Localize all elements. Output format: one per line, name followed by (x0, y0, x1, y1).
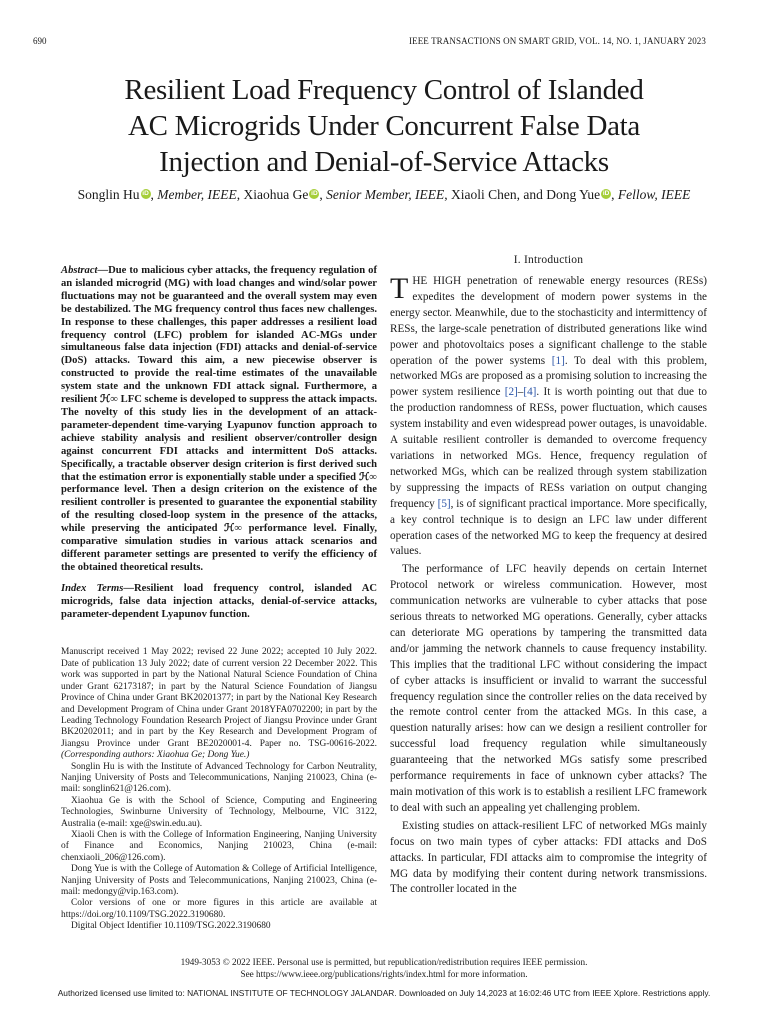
intro-paragraph: Existing studies on attack-resilient LFC of networked MGs mainly focus on two main types of cyber attacks: FDI attacks and DoS attacks. In particular, FDI attacks aim to compromise the integrity of MG data by modifying their content during network transmissions. The controller located in the (390, 819, 707, 896)
index-terms-label: Index Terms (61, 582, 124, 594)
orcid-icon[interactable]: iD (602, 190, 610, 197)
index-terms (61, 583, 377, 622)
footnote-affiliation: Xiaohua Ge is with the School of Science, Computing and Engineering Technologies, Swinburne University of Technology, Melbourne, VIC 3122, Australia (e-mail: xge@swin.edu.au). (61, 795, 377, 829)
footnotes (61, 647, 377, 932)
author-name: Dong Yue (546, 187, 601, 202)
title-line: Resilient Load Frequency Control of Islanded (124, 74, 644, 106)
intro-paragraph (390, 274, 707, 560)
author-affiliation: Fellow, IEEE (617, 187, 691, 202)
abstract (61, 265, 377, 575)
drop-cap: T (390, 272, 409, 305)
copyright-line: 1949-3053 © 2022 IEEE. Personal use is permitted, but republication/redistribution requires IEEE permission. (180, 957, 588, 967)
footnote-color-versions: Color versions of one or more figures in this article are available at https://doi.org/10.1109/TSG.2022.3190680. (61, 898, 377, 920)
section-heading: I. Introduction (513, 254, 584, 266)
abstract-label: Abstract (61, 265, 98, 276)
author-list: Songlin Hu iD , Member, IEEE, Xiaohua Ge iD , Senior Member, IEEE, Xiaoli Chen, and Dong Yue iD , Fellow, IEEE (77, 187, 691, 202)
author-separator: , and (516, 187, 547, 202)
citation-link[interactable]: [4] (523, 386, 537, 399)
abstract-text: —Due to malicious cyber attacks, the frequency regulation of an islanded microgrid (MG) with load changes and wind/solar power fluctuations may not be guaranteed and the overall system may even be destabilized. The MG frequency control thus faces new challenges. In response to these challenges, this paper addresses a resilient load frequency control (LFC) problem for islanded AC-MGs under simultaneous false data injection (FDI) attacks and denial-of-service (DoS) attacks. Toward this aim, a new piecewise observer is constructed to provide the real-time estimates of the unavailable system state and the unknown FDI attack signal. Furthermore, a resilient ℋ∞ LFC scheme is developed to suppress the attack impacts. The novelty of this study lies in the development of an attack-parameter-dependent time-varying Lyapunov function approach to achieve stability analysis and resilient observer/controller design against concurrent FDI attacks and intermittent DoS attacks. Specifically, a tractable observer design criterion is first derived such that the estimation error is exponentially stable under a specified ℋ∞ performance level. Then a design criterion on the existence of the resilient controller is presented to guarantee the exponential stability of the resulting closed-loop system in the presence of the attacks, while preserving the anticipated ℋ∞ performance level. Finally, comparative simulation studies in various attack scenarios and different parameter settings are presented to verify the efficiency of the obtained theoretical results. (61, 265, 377, 573)
paragraph-text: , is of significant practical importance. More specifically, a key control technique is to design an LFC law under different operation cases of the networked MG to keep the frequency at desired values. (390, 497, 707, 558)
page-number: 690 (33, 36, 47, 46)
left-column (61, 265, 377, 933)
footnote-affiliation: Songlin Hu is with the Institute of Advanced Technology for Carbon Neutrality, Nanjing University of Posts and Telecommunications, Nanjing 210023, China (e-mail: songlin621@126.com). (61, 761, 377, 795)
corresponding-authors: (Corresponding authors: Xiaohua Ge; Dong Yue.) (61, 750, 250, 761)
paper-title (40, 72, 728, 180)
footnote-affiliation: Xiaoli Chen is with the College of Information Engineering, Nanjing University of Finance and Economics, Nanjing 210023, China (e-mail: chenxiaoli_206@126.com). (61, 829, 377, 863)
title-line: Injection and Denial-of-Service Attacks (159, 146, 609, 178)
orcid-icon[interactable]: iD (142, 190, 149, 197)
author-name: Songlin Hu (77, 187, 140, 202)
citation-link[interactable]: [1] (551, 354, 565, 367)
title-line: AC Microgrids Under Concurrent False Data (128, 110, 640, 142)
author-name: Xiaoli Chen (450, 187, 517, 202)
author-affiliation: Senior Member, IEEE (326, 187, 445, 202)
citation-link[interactable]: [5] (437, 497, 451, 510)
footnote-received (61, 647, 377, 761)
footnote-affiliation: Dong Yue is with the College of Automation & College of Artificial Intelligence, Nanjing University of Posts and Telecommunications, Nanjing 210023, China (e-mail: medongy@vip.163.com). (61, 864, 377, 897)
paragraph-text: . It is worth pointing out that due to the production randomness of RESs, power fluctuation, which causes system instability and even widespread power outages, is unavoidable. A suitable resilient controller is demanded to overcome frequency variations in networked MGs. Hence, frequency regulation of networked MGs, which can be realized through system stabilization by suppressing the impacts of RESs variation on output changing frequency (390, 386, 707, 510)
paragraph-text: HE HIGH penetration of renewable energy resources (RESs) expedites the development of modern power systems in the energy sector. Meanwhile, due to the stochasticity and intermittency of RESs, the large-scale penetration of distributed generations like wind power and photovoltaics poses a significant challenge to the stable operation of the power systems (390, 275, 707, 367)
copyright-footer (0, 956, 768, 980)
author-name: Xiaohua Ge (243, 187, 309, 202)
citation-dash: – (517, 386, 524, 399)
intro-paragraph: The performance of LFC heavily depends on certain Internet Protocol network or wireless communication. However, most communication networks are vulnerable to cyber attacks that pose serious threats to networked MG operations. Generally, cyber attacks can deteriorate MG operations by tampering the transmitted data and/or jamming the network channels to cause frequency instability. This implies that the traditional LFC without considering the impact of cyber attacks is insufficient or invalid to warrant the successful frequency regulation since the controller relies on the data received by the remote control center from the attacked MGs. In this case, a question naturally arises: how can we design a resilient controller for successful load frequency regulation while simultaneously guaranteeing that the networked MGs satisfy some prescribed performance requirements in face of unknown cyber attacks? The main motivation of this work is to establish a resilient LFC framework to deal with such an appealing yet challenging problem. (390, 563, 707, 814)
footnote-text: Manuscript received 1 May 2022; revised 22 June 2022; accepted 10 July 2022. Date of publication 13 July 2022; date of current version 22 December 2022. This work was supported in part by the National Natural Science Foundation of China under Grant 62173187; in part by the Natural Science Foundation of Jiangsu Province of China under Grant BK20201377; in part by the National Key Research and Development Program of China under Grant 2018YFA0702200; in part by the Leading Technology Foundation Research Project of Jiangsu Province under Grant BK20202011; and in part by the Key Research and Development Program of Jiangsu Province under Grant BE2020001-4. Paper no. TSG-00616-2022. (61, 647, 377, 749)
citation-link[interactable]: [2] (504, 386, 518, 399)
paragraph-text: . To deal with this problem, networked MGs are proposed as a promising solution to increasing the power system resilience (390, 354, 707, 399)
right-column (390, 254, 707, 898)
journal-header: IEEE TRANSACTIONS ON SMART GRID, VOL. 14, NO. 1, JANUARY 2023 (409, 36, 706, 46)
rights-line: See https://www.ieee.org/publications/rights/index.html for more information. (240, 969, 528, 979)
license-notice: Authorized licensed use limited to: NATIONAL INSTITUTE OF TECHNOLOGY JALANDAR. Downloaded on July 14,2023 at 16:02:46 UTC from IEEE Xplore. Restrictions apply. (57, 988, 711, 998)
orcid-icon[interactable]: iD (311, 190, 318, 197)
author-affiliation: Member, IEEE (157, 187, 237, 202)
footnote-doi: Digital Object Identifier 10.1109/TSG.2022.3190680 (71, 921, 271, 932)
index-terms-text: —Resilient load frequency control, islanded AC microgrids, false data injection attacks, denial-of-service attacks, parameter-dependent Lyapunov function. (61, 582, 377, 620)
